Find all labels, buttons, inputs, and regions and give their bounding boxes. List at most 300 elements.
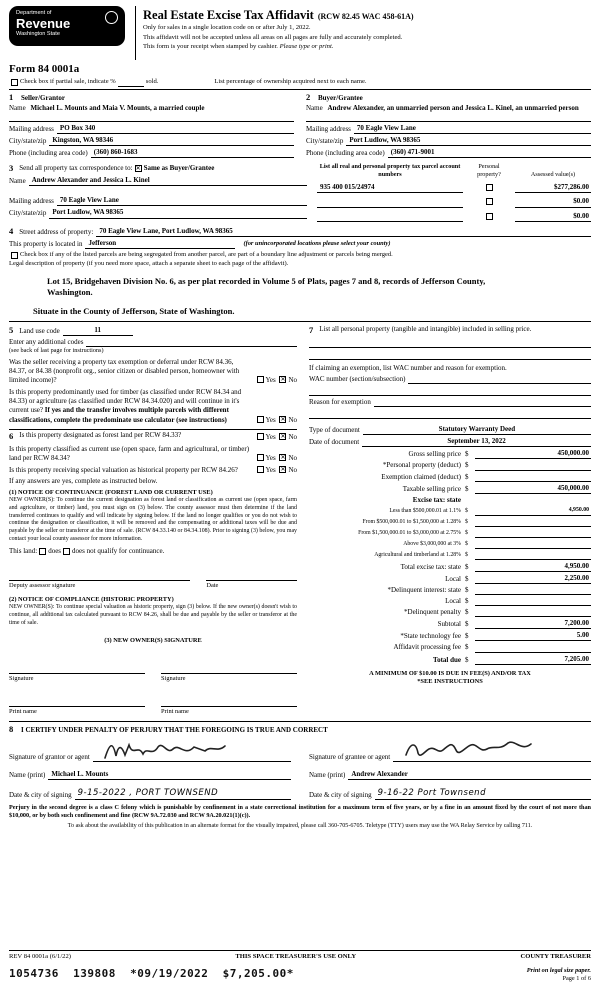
notice1-title: (1) NOTICE OF CONTINUANCE (FOREST LAND OR CURRENT USE) [9, 489, 213, 497]
additional-codes-note: (see back of last page for instructions) [9, 346, 104, 354]
header-note-2: This affidavit will not be accepted unless all areas on all pages are fully and accurately completed. [143, 33, 403, 41]
grantor-print-name-value[interactable]: Michael L. Mounts [48, 770, 291, 780]
tier1-value[interactable]: 4,950.00 [475, 507, 591, 516]
total-due-label: Total due [433, 655, 461, 664]
buyer-city-label: City/state/zip [306, 137, 344, 146]
new-owner-print-2-block [161, 697, 297, 716]
timber-agriculture-answer [255, 416, 298, 425]
state-technology-fee-label: *State technology fee [400, 632, 461, 641]
divider [9, 321, 591, 322]
grantor-date-city-label: Date & city of signing [9, 791, 72, 800]
left-column [9, 325, 297, 716]
signature-label: Signature [161, 674, 186, 682]
forest-land-answer [255, 433, 298, 442]
exemption-claimed-label: Exemption claimed (deduct) [381, 472, 461, 481]
date-of-document-row [309, 437, 591, 447]
spacer [9, 186, 307, 194]
affidavit-processing-fee-value[interactable] [475, 644, 591, 653]
parcel-number-field[interactable]: 935 400 015/24974 [317, 183, 463, 193]
excise-tax-state-label: Excise tax: state [412, 495, 461, 504]
delinquent-local-label: Local [445, 597, 461, 606]
see-instructions-note: *SEE INSTRUCTIONS [417, 677, 483, 685]
section7-number: 7 [309, 324, 314, 335]
new-owner-signature-1-block [9, 664, 145, 683]
print-name-label: Print name [161, 707, 189, 715]
divider [9, 429, 297, 430]
grantee-date-city-label: Date & city of signing [309, 791, 372, 800]
total-excise-state-value[interactable]: 4,950.00 [475, 562, 591, 572]
does-not-label: does not qualify for continuance. [72, 547, 165, 556]
new-owner-signature-title: (3) NEW OWNER(S) SIGNATURE [104, 637, 202, 645]
seller-mailing-value[interactable]: PO Box 340 [57, 124, 294, 134]
no-label: No [288, 415, 297, 424]
forest-land-text: Is this property designated as forest land per RCW 84.33? [19, 430, 182, 439]
delinquent-local-value[interactable] [475, 597, 591, 606]
this-land-row [9, 547, 297, 556]
date-city-row [9, 788, 591, 800]
right-column [309, 325, 591, 716]
grantor-signature-ink [101, 738, 241, 764]
notice2-body: NEW OWNER(S): To continue special valuation as historic property, sign (3) below. If the new owner(s) doesn't wish to continue, all additional tax calculated pursuant to RCW 84.26, shall be due and payable by the seller or transferor at the time of sale. [9, 604, 297, 626]
county-treasurer-label: COUNTY TREASURER [520, 953, 591, 961]
parcel-number-field[interactable] [317, 198, 463, 208]
footer-stamp-row [9, 967, 591, 983]
delinquent-penalty-label: *Delinquent penalty [404, 608, 461, 617]
section2-title: Buyer/Grantee [318, 93, 363, 102]
print-names-row [9, 770, 591, 780]
dollar-sign: $ [465, 562, 469, 571]
correspondence-mailing-label: Mailing address [9, 197, 54, 206]
dollar-sign: $ [465, 461, 469, 470]
taxable-selling-price-value[interactable]: 450,000.00 [475, 484, 591, 494]
seller-grantor-block [9, 92, 294, 158]
section1-title: Seller/Grantor [21, 93, 65, 102]
alternate-format-note: To ask about the availability of this publication in an alternate format for the visually impaired, please call 360-705-6705. Teletype (TTY) users may use the WA Relay Service by calling 711. [67, 822, 533, 829]
total-due-value[interactable]: 7,205.00 [475, 655, 591, 665]
dollar-sign: $ [465, 643, 469, 652]
correspondence-mailing-value[interactable]: 70 Eagle View Lane [57, 196, 307, 206]
taxable-selling-price-label: Taxable selling price [402, 484, 461, 493]
land-use-row [9, 325, 297, 336]
yes-label: Yes [265, 415, 276, 424]
section4 [9, 226, 591, 317]
exemption-claimed-value[interactable] [475, 473, 591, 482]
seller-mailing-label: Mailing address [9, 124, 54, 133]
section2-heading [306, 92, 591, 103]
personal-property-list-field[interactable] [309, 338, 591, 348]
tier1-row [309, 507, 591, 516]
grantee-date-city-field[interactable] [375, 788, 591, 800]
gross-selling-price-value[interactable]: 450,000.00 [475, 449, 591, 459]
reason-extra-field[interactable] [309, 409, 591, 419]
buyer-city-row [306, 136, 591, 146]
deputy-date-block [206, 571, 297, 590]
dollar-sign: $ [465, 620, 469, 629]
same-as-buyer-label: Same as Buyer/Grantee [143, 164, 215, 173]
situate-text[interactable]: Situate in the County of Jefferson, State of Washington. [33, 305, 235, 316]
treasurer-stamp: 1054736 139808 *09/19/2022 $7,205.00* [9, 966, 294, 980]
exemption-claimed-row [309, 473, 591, 482]
correspondence-name-label: Name [9, 177, 26, 186]
seller-phone-value[interactable]: (360) 860-1683 [91, 148, 294, 158]
delinquent-interest-state-label: *Delinquent interest: state [387, 585, 461, 594]
tier2-row [309, 518, 591, 527]
land-use-code-value[interactable]: 11 [63, 326, 133, 336]
tier3-row [309, 529, 591, 538]
buyer-name-value: Andrew Alexander, an unmarried person and Jessica L. Kinel, an unmarried person [327, 103, 579, 112]
parcel-table [317, 163, 591, 221]
new-owner-signature-2-field[interactable] [161, 664, 297, 674]
timber-agriculture-text [9, 388, 255, 424]
tax-correspondence-block [9, 163, 307, 221]
parcel-number-field[interactable] [317, 212, 463, 222]
excise-tax-state-row [309, 496, 591, 505]
header-note-3-italic: Please type or print. [279, 43, 334, 51]
dollar-sign: $ [465, 552, 468, 559]
section3-number: 3 [9, 163, 14, 174]
correspondence-city-label: City/state/zip [9, 209, 47, 218]
certify-statement: I CERTIFY UNDER PENALTY OF PERJURY THAT THE FOREGOING IS TRUE AND CORRECT [21, 726, 328, 735]
date-of-document-label: Date of document [309, 438, 360, 447]
subtotal-row [309, 619, 591, 629]
wac-number-field[interactable] [408, 375, 591, 384]
dollar-sign: $ [465, 519, 468, 526]
segregated-label: Check box if any of the listed parcels are being segregated from another parcel, are part of a boundary line adjustment or parcels being merged. [20, 250, 393, 258]
personal-property-intro: List all personal property (tangible and intangible) included in selling price. [319, 324, 532, 333]
dollar-sign: $ [465, 508, 468, 515]
section7-heading [309, 325, 591, 336]
forest-land-question [9, 431, 297, 442]
wac-label: WAC number (section/subsection) [309, 374, 406, 383]
logo-dept-line: Department of [16, 10, 52, 16]
deputy-assessor-row [9, 571, 297, 590]
tier2-value[interactable] [475, 518, 591, 527]
partial-sale-suffix: sold. [145, 78, 159, 86]
no-checkbox[interactable]: ✕ [280, 376, 286, 384]
yes-label: Yes [265, 432, 276, 441]
section8-number: 8 [9, 724, 14, 735]
buyer-name-label: Name [306, 103, 323, 112]
grantor-date-city-field[interactable] [75, 788, 291, 800]
exemption-deferral-answer [255, 376, 298, 385]
located-in-note: (for unincorporated locations please select your county) [243, 240, 391, 248]
land-use-label: Land use code [19, 326, 60, 335]
grantor-signature-block [9, 738, 291, 762]
new-owner-print-2-field[interactable] [161, 697, 297, 707]
form-title: Real Estate Excise Tax Affidavit [143, 8, 314, 22]
reason-label: Reason for exemption [309, 398, 371, 407]
dollar-sign: $ [465, 450, 469, 459]
historic-property-text: Is this property receiving special valuation as historical property per RCW 84.26? [9, 465, 238, 474]
signatures-row [9, 738, 591, 762]
personal-property-checkbox[interactable] [486, 213, 493, 220]
section3-heading [9, 163, 307, 174]
yes-checkbox[interactable] [257, 416, 264, 423]
local-tax-label: Local [445, 574, 461, 583]
dollar-sign: $ [465, 484, 469, 493]
deputy-date-label: Date [206, 581, 219, 589]
does-not-checkbox[interactable] [63, 548, 70, 555]
state-technology-fee-row [309, 631, 591, 641]
parties-section [9, 92, 591, 158]
tier4-value[interactable] [475, 540, 591, 549]
personal-property-list-field[interactable] [309, 350, 591, 360]
dollar-sign: $ [465, 608, 469, 617]
timber-question-part2: If yes and the transfer involves multiple parcels with different classifications, complete the predominate use calculator (see instructions) [9, 406, 229, 424]
no-label: No [288, 376, 297, 385]
correspondence-mailing-row [9, 196, 307, 206]
timber-question-part1: Is this property predominantly used for timber (as classified under RCW 84.34 and 84.33) or agriculture (as classified under RCW 84.34.020) and will continue in it's current use? [9, 388, 242, 415]
parcel-col-personal: Personal property? [477, 163, 501, 179]
local-tax-row [309, 574, 591, 584]
wac-extra-field[interactable] [309, 386, 591, 396]
wac-row [309, 375, 591, 384]
state-technology-fee-value[interactable]: 5.00 [475, 631, 591, 641]
seller-city-label: City/state/zip [9, 137, 47, 146]
yes-label: Yes [265, 465, 276, 474]
perjury-statement: Perjury in the second degree is a class C felony which is punishable by confinement in a state correctional institution for a maximum term of five years, or by a fine in an amount fixed by the court of not more than $10,000, or by both such confinement and fine (RCW 9A.72.030 and RCW 9A.20.021(1)(c)). [9, 804, 591, 820]
logo-state-line: Washington State [16, 30, 60, 37]
partial-sale-label: Check box if partial sale, indicate % [20, 78, 116, 86]
notice2-title: (2) NOTICE OF COMPLIANCE (HISTORIC PROPERTY) [9, 595, 174, 603]
form-number: Form 84 0001a [9, 63, 80, 75]
section5-number: 5 [9, 324, 14, 335]
exemption-deferral-text: Was the seller receiving a property tax exemption or deferral under RCW 84.36, 84.37, or 84.38 (nonprofit org., senior citizen or disabled person, homeowner with limited income)? [9, 358, 240, 385]
exemption-deferral-question [9, 358, 297, 385]
parcel-col-numbers: List all real and personal property tax parcel account numbers [319, 163, 461, 179]
delinquent-interest-state-value[interactable] [475, 586, 591, 595]
section3-intro: Send all property tax correspondence to: [19, 164, 133, 173]
located-in-value[interactable]: Jefferson [85, 239, 235, 249]
parcel-table-header [317, 163, 591, 179]
yes-label: Yes [265, 453, 276, 462]
section3-and-parcels [9, 163, 591, 221]
yes-checkbox[interactable] [257, 433, 264, 440]
partial-sale-checkbox[interactable] [11, 79, 18, 86]
exemption-intro: If claiming an exemption, list WAC number and reason for exemption. [309, 363, 507, 372]
delinquent-local-row [309, 597, 591, 606]
seller-mailing-row [9, 124, 294, 134]
no-checkbox[interactable]: ✕ [280, 415, 286, 423]
legal-description-text[interactable]: Lot 15, Bridgehaven Division No. 6, as per plat recorded in Volume 5 of Plats, pages 7 and 8, records of Jefferson County, Washington. [47, 275, 486, 297]
historic-property-question [9, 466, 297, 475]
total-due-row [309, 655, 591, 665]
additional-codes-label: Enter any additional codes [9, 337, 84, 346]
if-yes-note: If any answers are yes, complete as instructed below. [9, 476, 158, 485]
new-owner-print-row [9, 697, 297, 716]
seller-name-label: Name [9, 103, 26, 112]
no-checkbox[interactable]: ✕ [280, 432, 286, 440]
deputy-signature-block [9, 571, 190, 590]
buyer-phone-value[interactable]: (360) 471-9001 [388, 148, 591, 158]
grantee-print-name-label: Name (print) [309, 771, 346, 780]
parcel-row [317, 183, 591, 193]
delinquent-penalty-value[interactable] [475, 608, 591, 617]
buyer-grantee-block [306, 92, 591, 158]
tier3-label: From $1,500,000.01 to $3,000,000 at 2.75% [358, 530, 461, 537]
yes-label: Yes [265, 376, 276, 385]
current-use-text: Is this property classified as current use (open space, farm and agricultural, or timber) land per RCW 84.34? [9, 444, 250, 462]
footer [9, 948, 591, 983]
deputy-assessor-label: Deputy assessor signature [9, 581, 76, 589]
dollar-sign: $ [465, 597, 469, 606]
footer-labels-row [9, 953, 591, 962]
subtotal-value[interactable]: 7,200.00 [475, 619, 591, 629]
buyer-mailing-value[interactable]: 70 Eagle View Lane [354, 124, 591, 134]
certify-heading [9, 724, 591, 735]
personal-property-deduct-value[interactable] [475, 462, 591, 471]
buyer-mailing-row [306, 124, 591, 134]
reason-row [309, 398, 591, 407]
timber-agriculture-question [9, 388, 297, 424]
parcel-row [317, 212, 591, 222]
correspondence-name-row [9, 176, 307, 186]
dollar-sign: $ [465, 655, 469, 664]
no-checkbox[interactable]: ✕ [280, 465, 286, 473]
yes-checkbox[interactable] [257, 376, 264, 383]
minimum-fee-note: A MINIMUM OF $10.00 IS DUE IN FEE(S) AND/OR TAX [369, 669, 531, 677]
affidavit-processing-fee-row [309, 643, 591, 652]
notice1-body: NEW OWNER(S): To continue the current designation as forest land or classification as current use (open space, farm and agriculture, or timber) land, you must sign on (3) below. The county assessor must then determine if the land transferred continues to qualify and will indicate by signing below. If the land no longer qualifies or you do not wish to continue the designation or classification, it will be removed and the compensating or additional taxes will be due and payable by the seller or transferor at the time of sale. (RCW 84.33.140 or 84.34.108). Prior to signing (3) below, you may contact your local county assessor for more information. [9, 497, 297, 542]
print-legal-size-note: Print on legal size paper. [526, 966, 591, 974]
seller-phone-label: Phone (including area code) [9, 149, 88, 158]
located-in-label: This property is located in [9, 239, 83, 248]
form-title-rcw: (RCW 82.45 WAC 458-61A) [317, 12, 414, 21]
seller-city-value[interactable]: Kingston, WA 98346 [49, 136, 294, 146]
personal-property-checkbox[interactable] [486, 184, 493, 191]
dollar-sign: $ [465, 530, 468, 537]
buyer-phone-row [306, 148, 591, 158]
parcel-col-assessed: Assessed value(s) [530, 171, 576, 179]
street-address-row [9, 226, 591, 237]
tier3-value[interactable] [475, 529, 591, 538]
section4-number: 4 [9, 225, 14, 236]
tier2-label: From $500,000.01 to $1,500,000 at 1.28% [362, 519, 461, 526]
grantor-date-city-block [9, 788, 291, 800]
yes-checkbox[interactable] [257, 454, 264, 461]
assessed-value-field[interactable]: $0.00 [515, 197, 591, 207]
affidavit-processing-fee-label: Affidavit processing fee [393, 643, 461, 652]
seller-name-field[interactable] [9, 104, 294, 122]
grantee-print-name-value[interactable]: Andrew Alexander [348, 770, 591, 780]
logo-revenue-line: Revenue [16, 16, 71, 32]
street-address-label: Street address of property: [19, 227, 94, 236]
this-land-label: This land: [9, 547, 38, 556]
grantor-signature-field [93, 738, 291, 762]
tier1-label: Less than $500,000.01 at 1.1% [389, 508, 461, 515]
new-owner-print-1-field[interactable] [9, 697, 145, 707]
type-of-document-label: Type of document [309, 426, 360, 435]
grantor-print-name-block [9, 770, 291, 780]
partial-sale-percent-field[interactable] [118, 79, 144, 87]
tier4-row [309, 540, 591, 549]
buyer-city-value[interactable]: Port Ludlow, WA 98365 [346, 136, 591, 146]
total-excise-state-label: Total excise tax: state [400, 562, 461, 571]
same-as-buyer-checkbox[interactable]: ✕ [135, 165, 141, 173]
grantee-signature-label: Signature of grantee or agent [309, 753, 391, 762]
section8 [9, 723, 591, 800]
new-owner-signature-1-field[interactable] [9, 664, 145, 674]
reason-field[interactable] [374, 398, 591, 407]
segregated-row [9, 251, 591, 259]
state-seal-icon [105, 11, 118, 24]
ownership-note: List percentage of ownership acquired next to each name. [214, 78, 367, 86]
does-label: does [48, 547, 62, 556]
deputy-assessor-signature-field[interactable] [9, 571, 190, 581]
current-use-answer [255, 454, 298, 463]
type-of-document-value[interactable]: Statutory Warranty Deed [363, 425, 591, 435]
date-of-document-value[interactable]: September 13, 2022 [362, 437, 591, 447]
new-owner-signature-row [9, 664, 297, 683]
additional-codes-field[interactable] [86, 338, 297, 347]
header [9, 6, 591, 60]
seller-name-value: Michael L. Mounts and Maia V. Mounts, a married couple [30, 103, 205, 112]
local-tax-value[interactable]: 2,250.00 [475, 574, 591, 584]
segregated-checkbox[interactable] [11, 252, 18, 259]
deputy-date-field[interactable] [206, 571, 297, 581]
total-excise-state-row [309, 562, 591, 572]
dor-logo [9, 6, 125, 46]
personal-property-checkbox[interactable] [486, 198, 493, 205]
no-label: No [288, 465, 297, 474]
correspondence-name-value[interactable]: Andrew Alexander and Jessica L. Kinel [29, 176, 307, 186]
grantor-date-city-value: 9-15-2022 , PORT TOWNSEND [77, 788, 219, 799]
subtotal-label: Subtotal [437, 620, 461, 629]
grantee-signature-ink [401, 738, 541, 764]
grantee-print-name-block [309, 770, 591, 780]
type-of-document-row [309, 425, 591, 435]
section2-number: 2 [306, 91, 311, 102]
print-name-label: Print name [9, 707, 37, 715]
dollar-sign: $ [465, 574, 469, 583]
header-note-1: Only for sales in a single location code on or after July 1, 2022. [143, 24, 311, 32]
gross-selling-price-row [309, 449, 591, 459]
spacer [309, 419, 591, 423]
tier4-label: Above $3,000,000 at 3% [403, 541, 461, 548]
spacer [9, 298, 591, 306]
partial-sale-row [9, 78, 591, 87]
additional-codes-row [9, 338, 297, 347]
dollar-sign: $ [465, 472, 469, 481]
agricultural-value[interactable] [475, 551, 591, 560]
assessed-value-field[interactable]: $0.00 [515, 212, 591, 222]
seller-city-row [9, 136, 294, 146]
header-divider [135, 6, 136, 60]
located-in-row [9, 239, 591, 249]
assessed-value-field[interactable]: $277,286.00 [515, 183, 591, 193]
header-text-block [143, 6, 591, 60]
correspondence-city-value[interactable]: Port Ludlow, WA 98365 [49, 208, 307, 218]
delinquent-interest-state-row [309, 586, 591, 595]
street-address-value[interactable]: 70 Eagle View Lane, Port Ludlow, WA 98365 [96, 227, 591, 237]
delinquent-penalty-row [309, 608, 591, 617]
yes-checkbox[interactable] [257, 466, 264, 473]
grantee-date-city-value: 9-16-22 Port Townsend [377, 788, 486, 799]
buyer-name-field[interactable] [306, 104, 591, 122]
divider [9, 950, 591, 951]
signature-label: Signature [9, 674, 34, 682]
grantee-date-city-block [309, 788, 591, 800]
no-checkbox[interactable]: ✕ [280, 453, 286, 461]
does-checkbox[interactable] [39, 548, 46, 555]
no-label: No [288, 453, 297, 462]
agricultural-label: Agricultural and timberland at 1.28% [374, 552, 461, 559]
page-number: Page 1 of 6 [562, 974, 591, 982]
treasurer-use-only-label: THIS SPACE TREASURER'S USE ONLY [235, 953, 357, 961]
dollar-sign: $ [465, 632, 469, 641]
section1-heading [9, 92, 294, 103]
gross-selling-price-label: Gross selling price [408, 450, 461, 459]
